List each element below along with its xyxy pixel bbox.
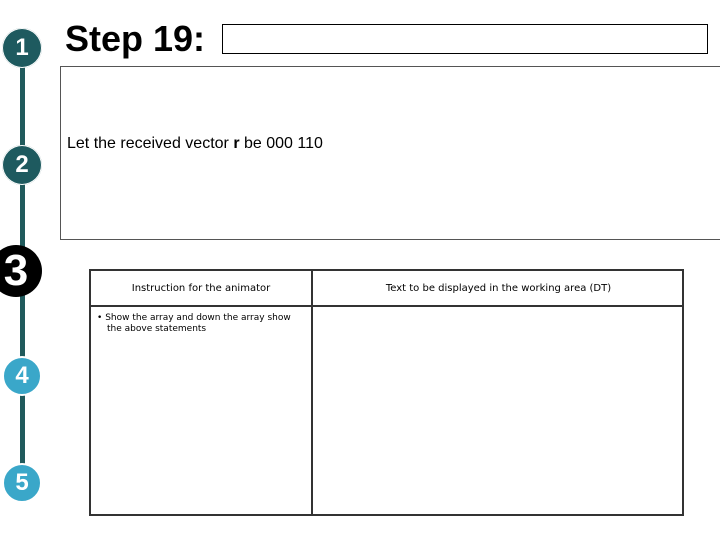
step-5-number: 5 bbox=[15, 469, 29, 496]
step-3-marker[interactable] bbox=[0, 245, 42, 297]
page-title: Step 19: bbox=[65, 18, 206, 59]
step-2-number: 2 bbox=[15, 151, 29, 178]
description-text bbox=[67, 135, 323, 153]
description-variable: r bbox=[233, 135, 240, 152]
step-1-number: 1 bbox=[15, 34, 29, 61]
description-suffix: be 000 110 bbox=[239, 135, 323, 152]
step-3-number: 3 bbox=[3, 246, 29, 295]
animator-instruction-cell bbox=[91, 307, 313, 514]
description-prefix: Let the received vector bbox=[67, 135, 234, 152]
working-area-header: Text to be displayed in the working area (DT) bbox=[313, 271, 684, 307]
description-panel bbox=[60, 66, 720, 240]
step-4-marker[interactable] bbox=[2, 356, 42, 396]
instruction-text: Show the array and down the array show the above statements bbox=[105, 313, 291, 334]
step-4-number: 4 bbox=[15, 362, 29, 389]
step-5-marker[interactable] bbox=[2, 463, 42, 503]
step-1-marker[interactable] bbox=[2, 28, 42, 68]
instruction-item bbox=[97, 313, 307, 335]
animator-instruction-header: Instruction for the animator bbox=[91, 271, 313, 307]
working-area-cell[interactable] bbox=[313, 307, 682, 514]
animator-table bbox=[89, 269, 684, 516]
title-field[interactable] bbox=[222, 24, 708, 54]
bullet: • bbox=[97, 313, 103, 323]
step-2-marker[interactable] bbox=[2, 145, 42, 185]
